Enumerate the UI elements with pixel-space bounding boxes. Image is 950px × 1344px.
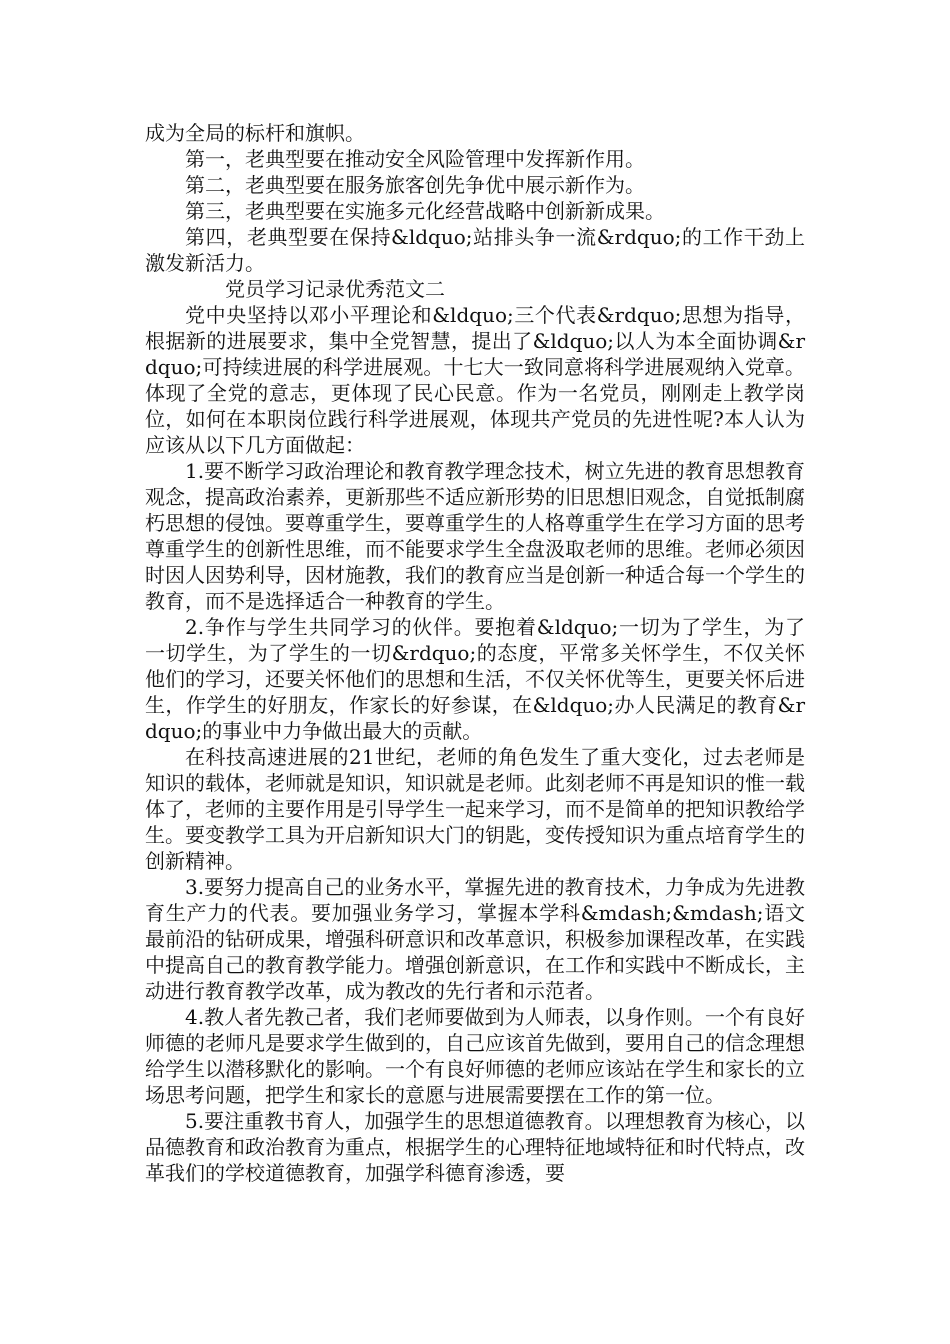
paragraph-point-4: 第四，老典型要在保持&ldquo;站排头争一流&rdquo;的工作干劲上激发新活力。 — [145, 225, 805, 275]
body-paragraph-4: 4.教人者先教己者，我们老师要做到为人师表，以身作则。一个有良好师德的老师凡是要求学生做到的，自己应该首先做到，要用自己的信念理想给学生以潜移默化的影响。一个有良好师德的老师应该站在学生和家长的立场思考问题，把学生和家长的意愿与进展需要摆在工作的第一位。 — [145, 1005, 805, 1107]
paragraph-point-1: 第一，老典型要在推动安全风险管理中发挥新作用。 — [185, 147, 645, 171]
body-paragraph-2: 2.争作与学生共同学习的伙伴。要抱着&ldquo;一切为了学生，为了一切学生，为了学生的一切&rdquo;的态度，平常多关怀学生，不仅关怀他们的学习，还要关怀他们的思想和生活，不仅关怀优等生，更要关怀后进生，作学生的好朋友，作家长的好参谋，在&ldquo;办人民满足的教育&rdquo;的事业中力争做出最大的贡献。 — [145, 615, 805, 743]
body-paragraph-teacher-role: 在科技高速进展的21世纪，老师的角色发生了重大变化，过去老师是知识的载体，老师就是知识，知识就是老师。此刻老师不再是知识的惟一载体了，老师的主要作用是引导学生一起来学习，而不是简单的把知识教给学生。要变教学工具为开启新知识大门的钥匙，变传授知识为重点培育学生的创新精神。 — [145, 745, 805, 873]
body-paragraph-5: 5.要注重教书育人，加强学生的思想道德教育。以理想教育为核心，以品德教育和政治教育为重点，根据学生的心理特征地域特征和时代特点，改革我们的学校道德教育，加强学科德育渗透，要 — [145, 1109, 805, 1185]
paragraph-continuation: 成为全局的标杆和旗帜。 — [145, 121, 365, 145]
section-heading: 党员学习记录优秀范文二 — [225, 277, 445, 301]
body-paragraph-3: 3.要努力提高自己的业务水平，掌握先进的教育技术，力争成为先进教育生产力的代表。要加强业务学习，掌握本学科&mdash;&mdash;语文最前沿的钻研成果，增强科研意识和改革意识，积极参加课程改革，在实践中提高自己的教育教学能力。增强创新意识，在工作和实践中不断成长，主动进行教育教学改革，成为教改的先行者和示范者。 — [145, 875, 805, 1003]
paragraph-point-3: 第三，老典型要在实施多元化经营战略中创新新成果。 — [185, 199, 665, 223]
document-page — [145, 120, 805, 1186]
paragraph-point-2: 第二，老典型要在服务旅客创先争优中展示新作为。 — [185, 173, 645, 197]
body-paragraph-intro: 党中央坚持以邓小平理论和&ldquo;三个代表&rdquo;思想为指导，根据新的进展要求，集中全党智慧，提出了&ldquo;以人为本全面协调&rdquo;可持续进展的科学进展观。十七大一致同意将科学进展观纳入党章。体现了全党的意志，更体现了民心民意。作为一名党员，刚刚走上教学岗位，如何在本职岗位践行科学进展观，体现共产党员的先进性呢?本人认为应该从以下几方面做起： — [145, 303, 805, 457]
body-paragraph-1: 1.要不断学习政治理论和教育教学理念技术，树立先进的教育思想教育观念，提高政治素养，更新那些不适应新形势的旧思想旧观念，自觉抵制腐朽思想的侵蚀。要尊重学生，要尊重学生的人格尊重学生在学习方面的思考尊重学生的创新性思维，而不能要求学生全盘汲取老师的思维。老师必须因时因人因势利导，因材施教，我们的教育应当是创新一种适合每一个学生的教育，而不是选择适合一种教育的学生。 — [145, 459, 805, 613]
